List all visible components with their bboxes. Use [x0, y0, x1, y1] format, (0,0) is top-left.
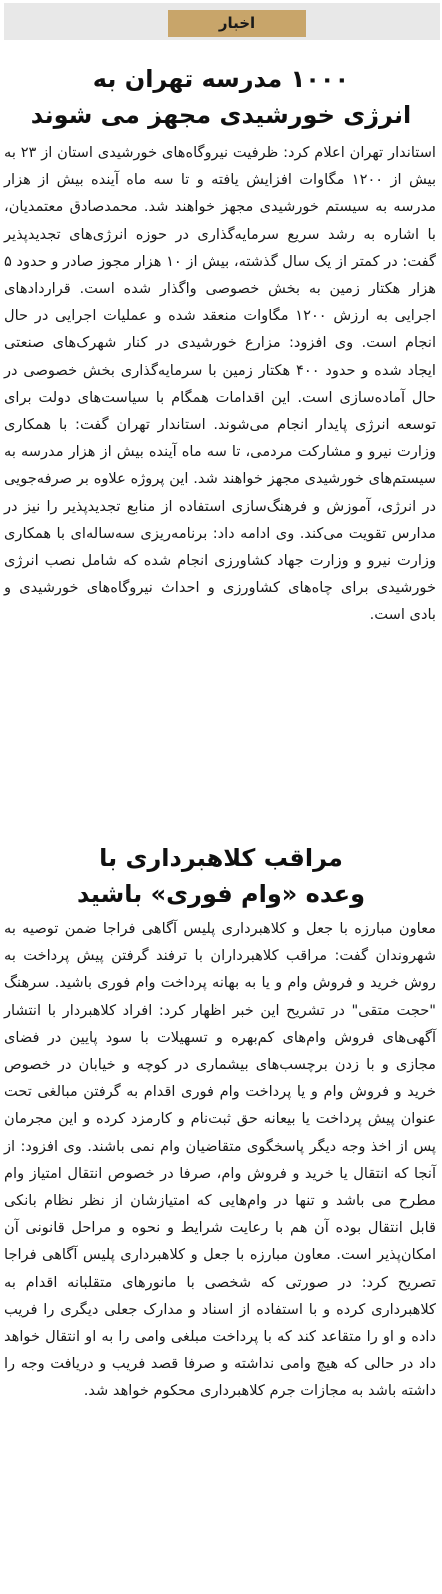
headline-line: ۱۰۰۰ مدرسه تهران به [92, 65, 350, 93]
article-headline [10, 840, 432, 912]
article-body: استاندار تهران اعلام کرد: ظرفیت نیروگاه‌های خورشیدی استان از ۲۳ به بیش از ۱۲۰۰ مگاوات افزایش یافته و تا سه ماه آینده بیش از هزار مدرسه به سیستم خورشیدی مجهز خواهند شد. محمدصادق معتمدیان، با اشاره به رشد سریع سرمایه‌گذاری در حوزه انرژی‌های تجدیدپذیر گفت: در کمتر از یک سال گذشته، بیش از ۱۰ هزار مجوز صادر و حدود ۵ هزار هکتار زمین به بخش خصوصی واگذار شده است. قراردادهای اجرایی به ارزش ۱۲۰۰ مگاوات منعقد شده و عملیات اجرایی در حال انجام است. وی افزود: مزارع خورشیدی در کنار شهرک‌های صنعتی ایجاد شده و حدود ۴۰۰ هکتار زمین با سرمایه‌گذاری بخش خصوصی در حال آماده‌سازی است. این اقدامات همگام با سیاست‌های دولت برای توسعه انرژی پایدار انجام می‌شوند. استاندار تهران گفت: با همکاری وزارت نیرو و مشارکت مردمی، تا سه ماه آینده بیش از هزار مدرسه به سیستم‌های خورشیدی مجهز خواهند شد. این پروژه علاوه بر صرفه‌جویی در انرژی، آموزش و فرهنگ‌سازی استفاده از منابع تجدیدپذیر را نیز در مدارس تقویت می‌کند. وی ادامه داد: برنامه‌ریزی سه‌ساله‌ای با همکاری وزارت نیرو و وزارت جهاد کشاورزی انجام شده که شامل نصب انرژی خورشیدی برای چاه‌های کشاورزی و احداث نیروگاه‌های خورشیدی و بادی است. [4, 144, 437, 624]
article-headline [10, 61, 432, 133]
headline-line: انرژی خورشیدی مجهز می شوند [30, 101, 412, 129]
section-label: اخبار [168, 10, 306, 37]
article-body: معاون مبارزه با جعل و کلاهبرداری پلیس آگاهی فراجا ضمن توصیه به شهروندان گفت: مراقب کلاهبرداران با ترفند گرفتن پیش پرداخت به روش خرید و فروش وام و یا به بهانه پرداخت وام فوری باشید. سرهنگ "حجت متقی" در تشریح این خبر اظهار کرد: افراد کلاهبردار با انتشار آگهی‌های فروش وام‌های کم‌بهره و تسهیلات با سود پایین در فضای مجازی و با زدن برچسب‌های بیشماری در کوچه و خیابان در خصوص خرید و فروش وام و یا پرداخت وام فوری اقدام به گرفتن مبالغی تحت عنوان پیش پرداخت یا بیعانه حق ثبت‌نام و کارمزد کرده و این مجرمان پس از اخذ وجه دیگر پاسخگوی متقاضیان وام نمی باشند. وی افزود: از آنجا که انتقال یا خرید و فروش وام، صرفا در خصوص انتقال امتیاز وام مطرح می باشد و تنها در وام‌هایی که امتیازشان از نظر نظام بانکی قابل انتقال بوده آن هم با رعایت شرایط و نحوه و مراحل قانونی آن امکان‌پذیر است. معاون مبارزه با جعل و کلاهبرداری پلیس آگاهی فراجا تصریح کرد: در صورتی که شخصی با مانورهای متقلبانه اقدام به کلاهبرداری کرده و با استفاده از اسناد و مدارک جعلی دیگری را فریب داده و او را متقاعد کند که با پرداخت مبلغی وامی را به او انتقال خواهد داد در حالی که هیچ وامی نداشته و صرفا قصد فریب و دریافت وجه را داشته باشد به مجازات جرم کلاهبرداری محکوم خواهد شد. [4, 920, 436, 1400]
headline-line: مراقب کلاهبرداری با [99, 844, 343, 872]
headline-line: وعده «وام فوری» باشید [76, 880, 365, 908]
